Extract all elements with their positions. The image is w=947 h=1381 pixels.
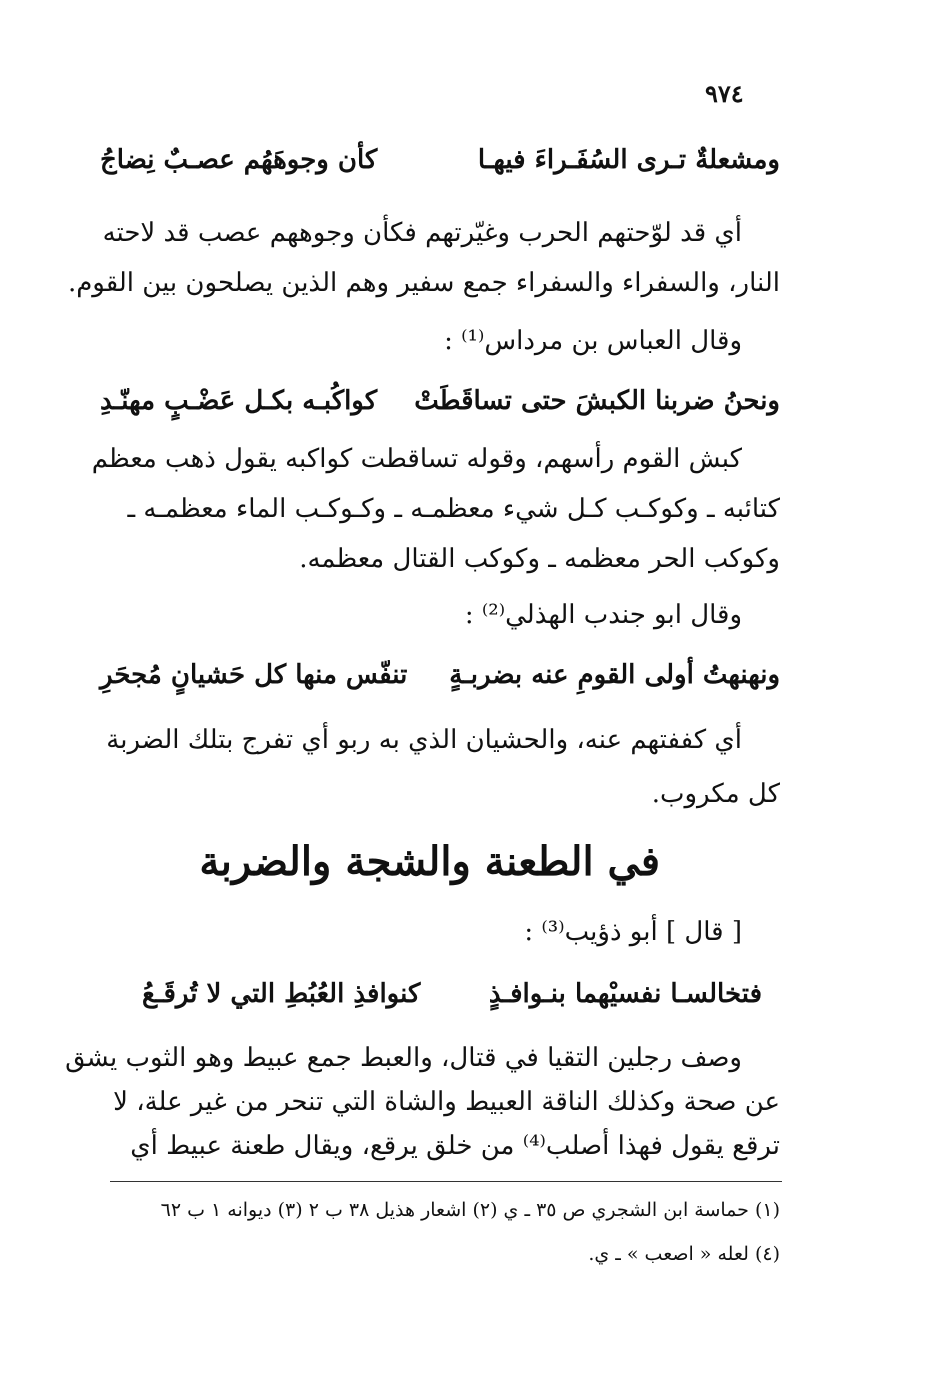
verse-second-hemistich: كأن وجوهَهُم عصـبٌ نِضاجُ: [100, 145, 378, 175]
poet-intro-2: وقال العباس بن مرداس⁽¹⁾ :: [444, 326, 742, 356]
page-number: ٩٧٤: [705, 79, 744, 108]
verse-second-hemistich: كواكُبـه بكـل عَضْـبٍ مهنّـدِ: [100, 386, 378, 416]
commentary-line: النار، والسفراء والسفراء جمع سفير وهم الذين يصلحون بين القوم.: [67, 268, 780, 298]
section-heading: في الطعنة والشجة والضربة: [199, 838, 660, 885]
verse-second-hemistich: تنفّس منها كل حَشيانٍ مُجحَرِ: [100, 660, 408, 690]
verse-4: [142, 976, 762, 1012]
commentary-3: [106, 713, 780, 821]
verse-second-hemistich: كنوافذِ العُبُطِ التي لا تُرقَـعُ: [142, 979, 421, 1009]
verse-first-hemistich: ومشعلةٌ تـرى السُفَـراءَ فيهـا: [477, 145, 780, 175]
verse-first-hemistich: فتخالسـا نفسيْهما بنـوافـذٍ: [488, 979, 762, 1009]
verse-first-hemistich: ونحنُ ضربنا الكبشَ حتى تساقَطَتْ: [414, 386, 780, 416]
verse-3: [100, 657, 780, 693]
commentary-line: وكوكب الحر معظمه ـ وكوكب القتال معظمه.: [299, 544, 780, 574]
footnote-separator: [110, 1181, 782, 1182]
commentary-2: [92, 434, 780, 584]
footnote-line: (١) حماسة ابن الشجري ص ٣٥ ـ ي (٢) اشعار هذيل ٣٨ ب ٢ (٣) ديوانه ١ ب ٦٢: [160, 1199, 780, 1221]
verse-1: [100, 142, 780, 178]
poet-intro-3: وقال ابو جندب الهذلي⁽²⁾ :: [464, 600, 742, 630]
commentary-line: أي قد لوّحتهم الحرب وغيّرتهم فكأن وجوههم عصب قد لاحته: [102, 218, 742, 248]
poet-intro-4: [ قال ] أبو ذؤيب⁽³⁾ :: [524, 917, 742, 947]
commentary-line: كل مكروب.: [651, 779, 780, 809]
verse-first-hemistich: ونهنهتُ أولى القومِ عنه بضربـةٍ: [449, 660, 780, 690]
commentary-line: كبش القوم رأسهم، وقوله تساقطت كواكبه يقول ذهب معظم: [91, 444, 742, 474]
commentary-line: وصف رجلين التقيا في قتال، والعبط جمع عبيط وهو الثوب يشق: [65, 1043, 742, 1073]
commentary-line: كتائبه ـ وكوكـب كـل شيء معظمـه ـ وكـوكـب الماء معظمـه ـ: [127, 494, 780, 524]
footnote-line: (٤) لعله « اصعب » ـ ي.: [588, 1243, 780, 1265]
commentary-line: عن صحة وكذلك الناقة العبيط والشاة التي تنحر من غير علة، لا: [113, 1087, 780, 1117]
commentary-1: [68, 208, 780, 308]
commentary-line: ترقع يقول فهذا أصلب⁽⁴⁾ من خلق يرقع، ويقال طعنة عبيط أي: [130, 1131, 780, 1161]
commentary-line: أي كففتهم عنه، والحشيان الذي به ربو أي تفرج بتلك الضربة: [106, 725, 742, 755]
verse-2: [100, 383, 780, 419]
commentary-4: [65, 1036, 780, 1168]
